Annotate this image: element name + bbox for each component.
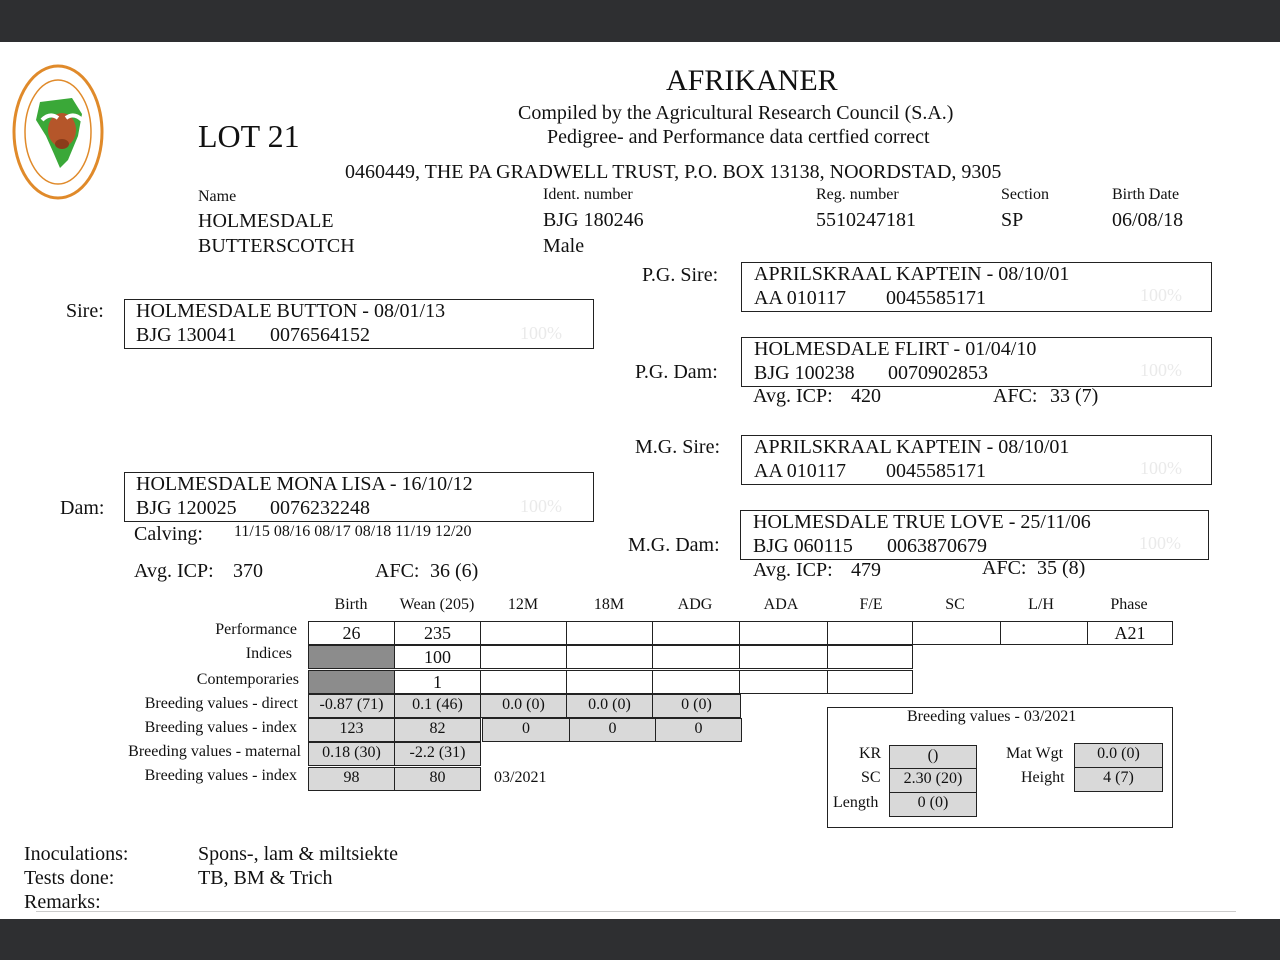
breed-title: AFRIKANER [666, 64, 838, 97]
document-page [0, 42, 1280, 919]
section-label: Section [1001, 186, 1049, 203]
dam-ident: BJG 120025 [136, 497, 237, 519]
perf-sc [912, 621, 1001, 645]
animal-birth-date: 06/08/18 [1112, 209, 1184, 231]
row-label-bv-direct: Breeding values - direct [144, 695, 298, 712]
col-phase: Phase [1110, 596, 1148, 613]
bv-index-birth: 123 [308, 718, 395, 742]
bv-direct-wean: 0.1 (46) [394, 694, 481, 718]
sire-ident: BJG 130041 [136, 324, 237, 346]
sire-box [124, 299, 594, 349]
mg-dam-icp: 479 [851, 559, 881, 581]
dam-reg: 0076232248 [270, 497, 370, 519]
dam-box [124, 472, 594, 522]
perf-wean: 235 [394, 621, 481, 645]
mg-dam-icp-label: Avg. ICP: [753, 559, 833, 581]
idx-wean: 100 [394, 645, 481, 669]
tests-label: Tests done: [24, 867, 115, 889]
cont-18m [566, 670, 653, 694]
dam-icp-label: Avg. ICP: [134, 560, 214, 582]
birth-date-label: Birth Date [1112, 186, 1180, 203]
pg-sire-ident: AA 010117 [754, 287, 847, 309]
cont-12m [480, 670, 567, 694]
calving-label: Calving: [134, 523, 203, 545]
bv-matwgt-label: Mat Wgt [1006, 745, 1064, 762]
mg-dam-afc-label: AFC: [982, 557, 1027, 579]
compiled-by-line: Compiled by the Agricultural Research Council (S.A.) [518, 102, 954, 124]
tests-value: TB, BM & Trich [198, 867, 333, 889]
bv-length-label: Length [833, 794, 879, 811]
pg-dam-icp: 420 [851, 385, 881, 407]
col-birth: Birth [334, 596, 368, 613]
idx-adg [652, 645, 740, 669]
pg-dam-percent: 100% [1140, 360, 1182, 380]
pg-dam-reg: 0070902853 [888, 362, 988, 384]
pg-dam-icp-label: Avg. ICP: [753, 385, 833, 407]
bv-matwgt: 0.0 (0) [1074, 743, 1163, 768]
pg-dam-box [741, 337, 1212, 387]
certified-line: Pedigree- and Performance data certfied correct [547, 126, 930, 148]
pg-dam-label: P.G. Dam: [635, 361, 718, 383]
animal-ident: BJG 180246 [543, 209, 644, 231]
mg-sire-reg: 0045585171 [886, 460, 986, 482]
mg-dam-ident: BJG 060115 [753, 535, 853, 557]
idx-birth [308, 645, 395, 669]
bv-index-wean: 82 [394, 718, 481, 742]
owner-line: 0460449, THE PA GRADWELL TRUST, P.O. BOX 13138, NOORDSTAD, 9305 [345, 161, 1002, 183]
bv-height: 4 (7) [1074, 767, 1163, 792]
bv-maternal-wean: -2.2 (31) [394, 742, 481, 766]
bv-index-maternal-birth: 98 [308, 767, 395, 791]
pg-dam-afc: 33 (7) [1050, 385, 1099, 407]
remarks-line [36, 911, 1236, 912]
cont-adg [652, 670, 740, 694]
mg-sire-percent: 100% [1140, 458, 1182, 478]
animal-name-line2: BUTTERSCOTCH [198, 235, 355, 257]
pg-dam-name: HOLMESDALE FLIRT - 01/04/10 [754, 338, 1037, 360]
pg-sire-label: P.G. Sire: [642, 264, 719, 286]
lot-number: LOT 21 [198, 118, 300, 154]
row-label-indices: Indices [245, 645, 292, 662]
bv-direct-18m: 0.0 (0) [566, 694, 653, 718]
breed-society-logo-icon [12, 64, 104, 200]
bv-index-12m: 0 [482, 718, 570, 742]
cont-wean: 1 [394, 670, 481, 694]
bv-index-18m: 0 [569, 718, 656, 742]
perf-phase: A21 [1087, 621, 1173, 645]
perf-birth: 26 [308, 621, 395, 645]
bv-length: 0 (0) [889, 792, 977, 817]
cont-fe [827, 670, 913, 694]
dam-afc: 36 (6) [430, 560, 479, 582]
col-adg: ADG [677, 596, 713, 613]
col-sc: SC [945, 596, 965, 613]
viewer-bottom-bar [0, 919, 1280, 960]
bv-index-maternal-wean: 80 [394, 767, 481, 791]
dam-afc-label: AFC: [375, 560, 420, 582]
bv-sc-label: SC [861, 769, 881, 786]
pg-dam-afc-label: AFC: [993, 385, 1038, 407]
inoculations-value: Spons-, lam & miltsiekte [198, 843, 398, 865]
mg-dam-percent: 100% [1139, 533, 1181, 553]
remarks-label: Remarks: [24, 891, 101, 913]
bv-direct-birth: -0.87 (71) [308, 694, 395, 718]
bv-box-title: Breeding values - 03/2021 [907, 708, 1077, 725]
mg-dam-label: M.G. Dam: [628, 534, 720, 556]
sire-label: Sire: [66, 300, 104, 322]
calving-dates: 11/15 08/16 08/17 08/18 11/19 12/20 [234, 523, 472, 540]
bv-index-adg: 0 [655, 718, 742, 742]
mg-sire-box [741, 435, 1212, 485]
perf-adg [652, 621, 740, 645]
bv-height-label: Height [1021, 769, 1065, 786]
bv-maternal-birth: 0.18 (30) [308, 742, 395, 766]
perf-12m [480, 621, 567, 645]
pg-sire-reg: 0045585171 [886, 287, 986, 309]
col-ada: ADA [763, 596, 799, 613]
animal-name-line1: HOLMESDALE [198, 210, 334, 232]
animal-sex: Male [543, 235, 585, 257]
bv-direct-12m: 0.0 (0) [480, 694, 567, 718]
row-label-bv-maternal: Breeding values - maternal [128, 743, 301, 760]
dam-label: Dam: [60, 497, 105, 519]
pg-sire-name: APRILSKRAAL KAPTEIN - 08/10/01 [754, 263, 1070, 285]
sire-percent: 100% [520, 323, 562, 343]
mg-dam-box [740, 510, 1209, 560]
animal-reg: 5510247181 [816, 209, 916, 231]
ident-label: Ident. number [543, 186, 633, 203]
cont-birth [308, 670, 395, 694]
mg-sire-name: APRILSKRAAL KAPTEIN - 08/10/01 [754, 436, 1070, 458]
dam-name: HOLMESDALE MONA LISA - 16/10/12 [136, 473, 473, 495]
bv-kr-label: KR [859, 745, 882, 762]
inoculations-label: Inoculations: [24, 843, 129, 865]
pg-sire-box [741, 262, 1212, 312]
mg-sire-label: M.G. Sire: [635, 436, 720, 458]
animal-section: SP [1001, 209, 1024, 231]
idx-12m [480, 645, 567, 669]
col-lh: L/H [1028, 596, 1054, 613]
row-label-performance: Performance [215, 621, 297, 638]
mg-sire-ident: AA 010117 [754, 460, 847, 482]
perf-ada [739, 621, 828, 645]
col-12m: 12M [507, 596, 539, 613]
sire-reg: 0076564152 [270, 324, 370, 346]
perf-18m [566, 621, 653, 645]
cont-ada [739, 670, 828, 694]
reg-label: Reg. number [816, 186, 899, 203]
col-wean: Wean (205) [399, 596, 475, 613]
col-fe: F/E [859, 596, 883, 613]
perf-lh [1000, 621, 1088, 645]
sire-name: HOLMESDALE BUTTON - 08/01/13 [136, 300, 446, 322]
bv-sc: 2.30 (20) [889, 768, 977, 793]
idx-18m [566, 645, 653, 669]
dam-icp: 370 [233, 560, 263, 582]
pg-sire-percent: 100% [1140, 285, 1182, 305]
row-label-bv-index: Breeding values - index [144, 719, 297, 736]
row-label-contemporaries: Contemporaries [196, 671, 299, 688]
idx-ada [739, 645, 828, 669]
bv-date: 03/2021 [494, 769, 547, 786]
bv-kr: () [889, 745, 977, 770]
breeding-values-box [827, 707, 1173, 828]
dam-percent: 100% [520, 496, 562, 516]
pg-dam-ident: BJG 100238 [754, 362, 855, 384]
perf-fe [827, 621, 913, 645]
col-18m: 18M [593, 596, 625, 613]
idx-fe [827, 645, 913, 669]
name-label: Name [198, 188, 237, 205]
mg-dam-name: HOLMESDALE TRUE LOVE - 25/11/06 [753, 511, 1091, 533]
mg-dam-afc: 35 (8) [1037, 557, 1086, 579]
viewer-top-bar [0, 0, 1280, 42]
bv-direct-adg: 0 (0) [652, 694, 741, 718]
mg-dam-reg: 0063870679 [887, 535, 987, 557]
row-label-bv-index-maternal: Breeding values - index [144, 767, 297, 784]
